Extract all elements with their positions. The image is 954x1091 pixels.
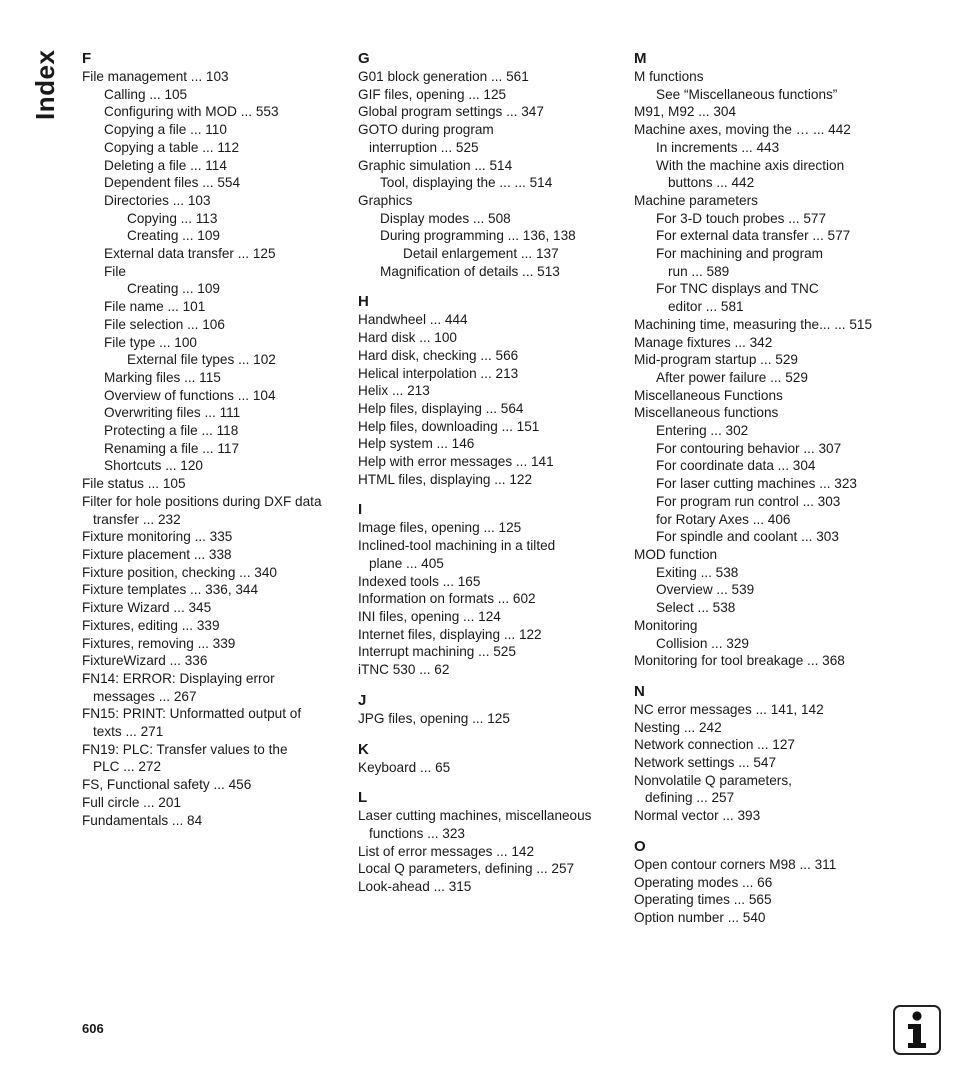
index-entry: GOTO during program bbox=[358, 122, 494, 138]
index-entry: run ... 589 bbox=[668, 263, 730, 279]
index-section bbox=[634, 683, 896, 825]
index-entry: Copying a table ... 112 bbox=[104, 139, 240, 155]
index-entry: For external data transfer ... 577 bbox=[656, 228, 851, 244]
index-section bbox=[358, 692, 620, 728]
section-letter: N bbox=[634, 682, 645, 700]
index-entry: Help files, downloading ... 151 bbox=[358, 418, 540, 434]
index-entry: Machine axes, moving the … ... 442 bbox=[634, 122, 851, 138]
index-entry: Copying ... 113 bbox=[127, 210, 218, 226]
index-entry: Fixture Wizard ... 345 bbox=[82, 600, 212, 616]
index-entry: Handwheel ... 444 bbox=[358, 312, 468, 328]
index-entry: Help files, displaying ... 564 bbox=[358, 400, 524, 416]
index-entry: Exiting ... 538 bbox=[656, 564, 739, 580]
index-entry: FN15: PRINT: Unformatted output of bbox=[82, 706, 302, 722]
index-entry: For 3-D touch probes ... 577 bbox=[656, 210, 827, 226]
index-entry: Fixture templates ... 336, 344 bbox=[82, 582, 259, 598]
index-entry: For coordinate data ... 304 bbox=[656, 458, 816, 474]
index-entry: List of error messages ... 142 bbox=[358, 843, 535, 859]
index-entry: Machine parameters bbox=[634, 192, 758, 208]
index-entry: FN19: PLC: Transfer values to the bbox=[82, 741, 288, 757]
index-section bbox=[358, 741, 620, 777]
index-entry: File status ... 105 bbox=[82, 476, 186, 492]
index-entry: With the machine axis direction bbox=[656, 157, 845, 173]
index-entry: PLC ... 272 bbox=[93, 759, 162, 775]
index-entry: Deleting a file ... 114 bbox=[104, 157, 227, 173]
index-entry: Information on formats ... 602 bbox=[358, 591, 536, 607]
index-entry: File bbox=[104, 263, 126, 279]
index-entry: Nonvolatile Q parameters, bbox=[634, 772, 792, 788]
index-section bbox=[358, 293, 620, 488]
section-letter: M bbox=[634, 50, 647, 67]
index-entry: Global program settings ... 347 bbox=[358, 104, 544, 120]
index-entry: Interrupt machining ... 525 bbox=[358, 644, 516, 660]
index-entry: Tool, displaying the ... ... 514 bbox=[380, 175, 553, 191]
index-entry: Fundamentals ... 84 bbox=[82, 812, 203, 828]
index-entry: Miscellaneous functions bbox=[634, 405, 779, 421]
index-entry: Fixture placement ... 338 bbox=[82, 546, 232, 562]
index-entry: Graphic simulation ... 514 bbox=[358, 157, 513, 173]
index-entry: Overwriting files ... 111 bbox=[104, 405, 241, 421]
index-entry: Display modes ... 508 bbox=[380, 210, 511, 226]
index-entry: Normal vector ... 393 bbox=[634, 808, 761, 824]
index-entry: transfer ... 232 bbox=[93, 511, 181, 527]
index-entry: Fixture position, checking ... 340 bbox=[82, 564, 277, 580]
index-entry: Helix ... 213 bbox=[358, 383, 430, 399]
index-section bbox=[634, 50, 896, 670]
index-side-title: Index bbox=[30, 49, 60, 120]
section-letter: H bbox=[358, 293, 369, 311]
index-entry: Nesting ... 242 bbox=[634, 719, 722, 735]
index-entry: Fixtures, editing ... 339 bbox=[82, 617, 220, 633]
index-entry: Laser cutting machines, miscellaneous bbox=[358, 808, 592, 824]
index-entry: G01 block generation ... 561 bbox=[358, 69, 529, 84]
index-entry: External file types ... 102 bbox=[127, 352, 276, 368]
section-letter: L bbox=[358, 789, 368, 807]
index-entry: Hard disk, checking ... 566 bbox=[358, 347, 519, 363]
index-entry: Help with error messages ... 141 bbox=[358, 454, 554, 470]
index-section bbox=[358, 789, 620, 896]
info-icon-glyph bbox=[895, 1007, 939, 1053]
page-number: 606 bbox=[82, 1021, 104, 1036]
index-entry: For machining and program bbox=[656, 246, 823, 262]
index-entry: Hard disk ... 100 bbox=[358, 330, 457, 346]
index-entry: Directories ... 103 bbox=[104, 192, 211, 208]
index-entry: NC error messages ... 141, 142 bbox=[634, 701, 824, 717]
index-entry: texts ... 271 bbox=[93, 724, 164, 740]
index-entry: Collision ... 329 bbox=[656, 635, 749, 651]
index-entry: M functions bbox=[634, 69, 704, 84]
index-column-1 bbox=[82, 48, 344, 842]
index-entry: MOD function bbox=[634, 546, 718, 562]
index-section bbox=[634, 838, 896, 927]
index-entry: Marking files ... 115 bbox=[104, 369, 221, 385]
index-entry: Network connection ... 127 bbox=[634, 737, 795, 753]
index-entry: Fixtures, removing ... 339 bbox=[82, 635, 236, 651]
index-entry: M91, M92 ... 304 bbox=[634, 104, 737, 120]
index-entry: For laser cutting machines ... 323 bbox=[656, 476, 857, 492]
index-entry: JPG files, opening ... 125 bbox=[358, 710, 510, 726]
index-entry: Protecting a file ... 118 bbox=[104, 423, 239, 439]
index-entry: Select ... 538 bbox=[656, 600, 736, 616]
index-entry: Miscellaneous Functions bbox=[634, 387, 783, 403]
index-entry: Internet files, displaying ... 122 bbox=[358, 626, 542, 642]
index-entry: Keyboard ... 65 bbox=[358, 759, 451, 775]
index-entry: See “Miscellaneous functions” bbox=[656, 86, 838, 102]
index-entry: Mid-program startup ... 529 bbox=[634, 352, 798, 368]
index-entry: Open contour corners M98 ... 311 bbox=[634, 856, 837, 872]
index-entry: Look-ahead ... 315 bbox=[358, 879, 472, 895]
index-entry: Shortcuts ... 120 bbox=[104, 458, 203, 474]
index-entry: Creating ... 109 bbox=[127, 228, 220, 244]
index-entry: INI files, opening ... 124 bbox=[358, 608, 501, 624]
index-entry: After power failure ... 529 bbox=[656, 369, 808, 385]
index-entry: Graphics bbox=[358, 192, 413, 208]
index-entry: Monitoring bbox=[634, 617, 698, 633]
index-entry: GIF files, opening ... 125 bbox=[358, 86, 507, 102]
index-entry: HTML files, displaying ... 122 bbox=[358, 471, 533, 487]
index-entry: Configuring with MOD ... 553 bbox=[104, 104, 279, 120]
section-letter: F bbox=[82, 50, 92, 67]
index-entry: Calling ... 105 bbox=[104, 86, 188, 102]
index-entry: Local Q parameters, defining ... 257 bbox=[358, 861, 575, 877]
index-entry: Help system ... 146 bbox=[358, 436, 475, 452]
section-letter: G bbox=[358, 50, 370, 67]
index-entry: functions ... 323 bbox=[369, 825, 465, 841]
index-entry: Entering ... 302 bbox=[656, 423, 749, 439]
index-entry: Network settings ... 547 bbox=[634, 755, 777, 771]
index-section bbox=[358, 50, 620, 280]
index-entry: editor ... 581 bbox=[668, 299, 744, 315]
index-entry: FS, Functional safety ... 456 bbox=[82, 777, 252, 793]
index-entry: Magnification of details ... 513 bbox=[380, 263, 560, 279]
index-entry: buttons ... 442 bbox=[668, 175, 755, 191]
index-section bbox=[358, 501, 620, 678]
index-column-2 bbox=[358, 48, 620, 909]
index-entry: In increments ... 443 bbox=[656, 139, 780, 155]
index-entry: Filter for hole positions during DXF data bbox=[82, 493, 322, 509]
index-entry: Creating ... 109 bbox=[127, 281, 220, 297]
index-entry: Overview of functions ... 104 bbox=[104, 387, 276, 403]
index-entry: Renaming a file ... 117 bbox=[104, 440, 240, 456]
index-entry: Image files, opening ... 125 bbox=[358, 520, 522, 536]
index-entry: Inclined-tool machining in a tilted bbox=[358, 538, 556, 554]
index-entry: Monitoring for tool breakage ... 368 bbox=[634, 653, 845, 669]
index-entry: FN14: ERROR: Displaying error bbox=[82, 670, 275, 686]
index-entry: Manage fixtures ... 342 bbox=[634, 334, 773, 350]
index-entry: For TNC displays and TNC bbox=[656, 281, 819, 297]
index-entry: interruption ... 525 bbox=[369, 139, 479, 155]
section-letter: J bbox=[358, 691, 367, 709]
index-entry: for Rotary Axes ... 406 bbox=[656, 511, 791, 527]
info-icon bbox=[893, 1005, 941, 1055]
section-letter: I bbox=[358, 501, 363, 519]
index-entry: plane ... 405 bbox=[369, 555, 444, 571]
index-section bbox=[82, 50, 344, 829]
index-entry: defining ... 257 bbox=[645, 790, 735, 806]
index-entry: messages ... 267 bbox=[93, 688, 197, 704]
index-entry: Operating times ... 565 bbox=[634, 892, 772, 908]
index-entry: File type ... 100 bbox=[104, 334, 197, 350]
index-entry: File selection ... 106 bbox=[104, 316, 225, 332]
index-entry: Operating modes ... 66 bbox=[634, 874, 773, 890]
index-entry: Machining time, measuring the... ... 515 bbox=[634, 316, 873, 332]
section-letter: O bbox=[634, 837, 646, 855]
index-column-3 bbox=[634, 48, 896, 940]
index-entry: Copying a file ... 110 bbox=[104, 122, 227, 138]
index-entry: File name ... 101 bbox=[104, 299, 206, 315]
index-entry: During programming ... 136, 138 bbox=[380, 228, 576, 244]
index-entry: External data transfer ... 125 bbox=[104, 246, 276, 262]
index-entry: File management ... 103 bbox=[82, 69, 229, 84]
index-entry: For program run control ... 303 bbox=[656, 493, 841, 509]
index-entry: For spindle and coolant ... 303 bbox=[656, 529, 839, 545]
index-entry: Full circle ... 201 bbox=[82, 794, 181, 810]
index-entry: Dependent files ... 554 bbox=[104, 175, 241, 191]
index-entry: Fixture monitoring ... 335 bbox=[82, 529, 233, 545]
index-entry: Option number ... 540 bbox=[634, 909, 766, 925]
index-entry: Detail enlargement ... 137 bbox=[403, 246, 559, 262]
index-entry: Overview ... 539 bbox=[656, 582, 755, 598]
index-entry: For contouring behavior ... 307 bbox=[656, 440, 842, 456]
index-entry: iTNC 530 ... 62 bbox=[358, 662, 450, 678]
index-entry: FixtureWizard ... 336 bbox=[82, 653, 208, 669]
index-entry: Indexed tools ... 165 bbox=[358, 573, 481, 589]
index-entry: Helical interpolation ... 213 bbox=[358, 365, 519, 381]
section-letter: K bbox=[358, 740, 369, 758]
